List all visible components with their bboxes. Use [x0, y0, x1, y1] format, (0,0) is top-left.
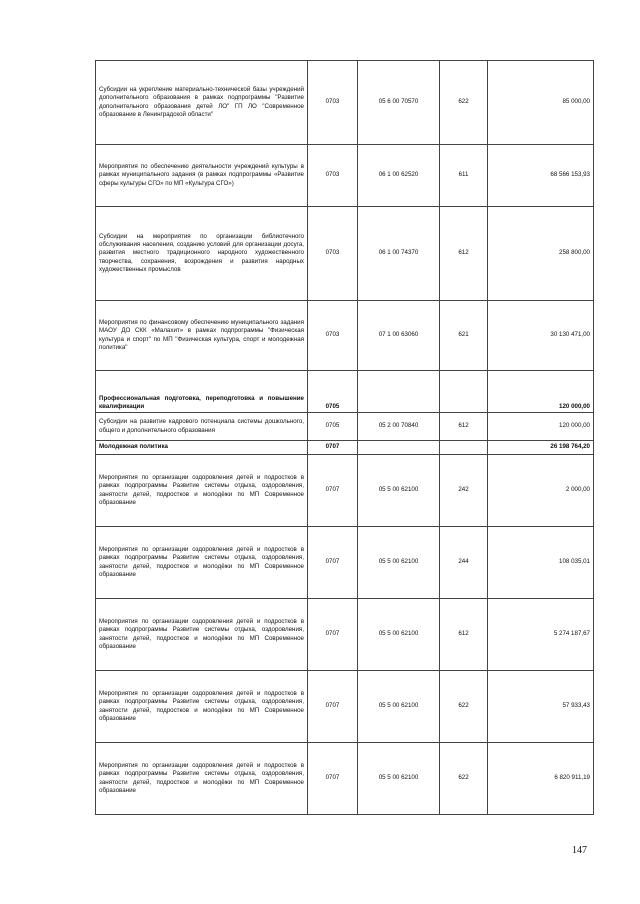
section-code: 0707	[308, 743, 358, 815]
section-code: 0707	[308, 441, 358, 455]
section-title: Профессиональная подготовка, переподготовка и повышение квалификации	[96, 371, 308, 413]
amount: 5 274 187,67	[488, 599, 594, 671]
section-code: 0703	[308, 301, 358, 371]
table-row	[96, 527, 594, 599]
target-article-code: 06 1 00 62520	[358, 145, 440, 207]
table-row	[96, 671, 594, 743]
row-description: Субсидии на мероприятия по организации библиотечного обслуживания населения, созданию условий для организации досуга, развития местного традиционного народного художественного творчества, сохранения, возрождения и развития народных художественных промыслов	[96, 207, 308, 301]
expense-type-code	[440, 441, 488, 455]
table-row	[96, 207, 594, 301]
expense-type-code: 612	[440, 413, 488, 441]
table-row	[96, 301, 594, 371]
target-article-code: 05 5 00 62100	[358, 743, 440, 815]
target-article-code: 05 5 00 62100	[358, 599, 440, 671]
target-article-code: 07 1 00 63060	[358, 301, 440, 371]
row-description: Мероприятия по обеспечению деятельности учреждений культуры в рамках муниципального задания (в рамках подпрограммы «Развитие сферы культуры СГО» по МП «Культура СГО»)	[96, 145, 308, 207]
target-article-code: 05 5 00 62100	[358, 527, 440, 599]
row-description: Мероприятия по организации оздоровления детей и подростков в рамках подпрограммы Развитие системы отдыха, оздоровления, занятости детей, подростков и молодёжи по МП Современное образование	[96, 455, 308, 527]
row-description: Мероприятия по организации оздоровления детей и подростков в рамках подпрограммы Развитие системы отдыха, оздоровления, занятости детей, подростков и молодёжи по МП Современное образование	[96, 671, 308, 743]
expense-type-code: 612	[440, 207, 488, 301]
table-row	[96, 599, 594, 671]
expense-type-code: 622	[440, 61, 488, 145]
target-article-code: 05 5 00 62100	[358, 671, 440, 743]
amount: 108 035,01	[488, 527, 594, 599]
row-description: Мероприятия по организации оздоровления детей и подростков в рамках подпрограммы Развитие системы отдыха, оздоровления, занятости детей, подростков и молодёжи по МП Современное образование	[96, 599, 308, 671]
section-code: 0707	[308, 455, 358, 527]
expense-type-code: 242	[440, 455, 488, 527]
section-header-row	[96, 441, 594, 455]
amount: 57 933,43	[488, 671, 594, 743]
table-row	[96, 743, 594, 815]
section-header-row	[96, 371, 594, 413]
row-description: Мероприятия по организации оздоровления детей и подростков в рамках подпрограммы Развитие системы отдыха, оздоровления, занятости детей, подростков и молодёжи по МП Современное образование	[96, 743, 308, 815]
section-total: 120 000,00	[488, 371, 594, 413]
amount: 2 000,00	[488, 455, 594, 527]
table-row	[96, 145, 594, 207]
expense-type-code: 244	[440, 527, 488, 599]
section-code: 0707	[308, 671, 358, 743]
section-code: 0707	[308, 599, 358, 671]
target-article-code: 05 2 00 70840	[358, 413, 440, 441]
page-number: 147	[572, 845, 587, 856]
target-article-code	[358, 441, 440, 455]
section-code: 0703	[308, 207, 358, 301]
amount: 120 000,00	[488, 413, 594, 441]
section-code: 0705	[308, 371, 358, 413]
table-row	[96, 455, 594, 527]
amount: 258 800,00	[488, 207, 594, 301]
row-description: Субсидии на развитие кадрового потенциала системы дошкольного, общего и дополнительного образования	[96, 413, 308, 441]
row-description: Мероприятия по финансовому обеспечению муниципального задания МАОУ ДО СКК «Малахит» в рамках подпрограммы "Физическая культура и спорт" по МП "Физическая культура, спорт и молодежная политика"	[96, 301, 308, 371]
section-code: 0705	[308, 413, 358, 441]
section-code: 0703	[308, 145, 358, 207]
section-code: 0703	[308, 61, 358, 145]
target-article-code: 05 6 00 70570	[358, 61, 440, 145]
section-total: 26 198 764,20	[488, 441, 594, 455]
budget-table	[95, 60, 594, 815]
expense-type-code	[440, 371, 488, 413]
amount: 30 130 471,00	[488, 301, 594, 371]
section-title: Молодежная политика	[96, 441, 308, 455]
expense-type-code: 611	[440, 145, 488, 207]
table-row	[96, 413, 594, 441]
target-article-code: 06 1 00 74370	[358, 207, 440, 301]
expense-type-code: 622	[440, 671, 488, 743]
row-description: Мероприятия по организации оздоровления детей и подростков в рамках подпрограммы Развитие системы отдыха, оздоровления, занятости детей, подростков и молодёжи по МП Современное образование	[96, 527, 308, 599]
expense-type-code: 612	[440, 599, 488, 671]
expense-type-code: 621	[440, 301, 488, 371]
amount: 6 820 911,19	[488, 743, 594, 815]
section-code: 0707	[308, 527, 358, 599]
amount: 85 000,00	[488, 61, 594, 145]
row-description: Субсидии на укрепление материально-технической базы учреждений дополнительного образования в рамках подпрограммы "Развитие дополнительного образования детей ЛО" ГП ЛО "Современное образование в Ленинградской области"	[96, 61, 308, 145]
target-article-code: 05 5 00 62100	[358, 455, 440, 527]
target-article-code	[358, 371, 440, 413]
amount: 68 566 153,93	[488, 145, 594, 207]
expense-type-code: 622	[440, 743, 488, 815]
table-row	[96, 61, 594, 145]
